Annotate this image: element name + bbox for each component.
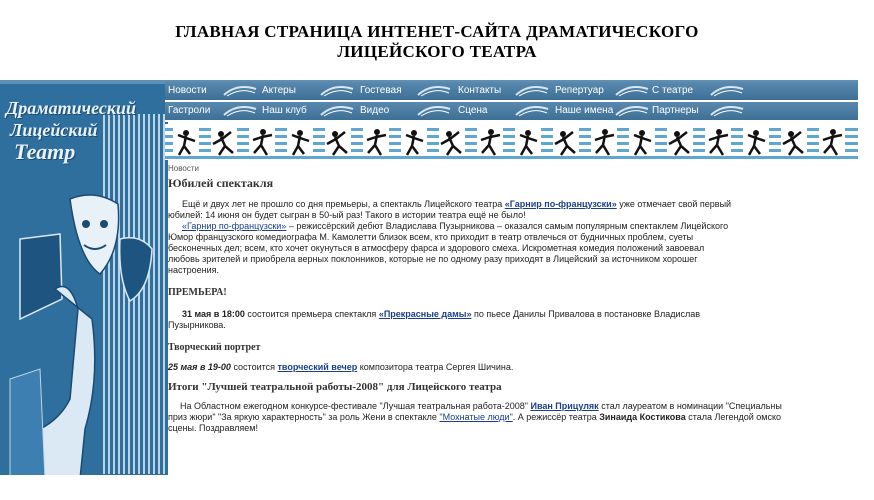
- news-paragraph: [168, 221, 858, 232]
- news-text: состоится премьера спектакля: [244, 309, 379, 319]
- dancer-figure-icon: [589, 126, 619, 158]
- nav-swoosh-icon: [223, 105, 257, 117]
- news-text: – режиссёрский дебют Владислава Пузырникова – оказался самым популярным спектаклем Лицейского: [286, 221, 729, 231]
- nav-item-video[interactable]: Видео: [360, 105, 390, 116]
- dancer-figure-icon: [247, 126, 277, 158]
- nav-swoosh-icon: [710, 85, 744, 97]
- nav-item-news[interactable]: Новости: [168, 85, 207, 96]
- news-text: . А режиссёр театра: [512, 412, 600, 422]
- news-text: композитора театра Сергея Шичина.: [357, 362, 514, 372]
- nav-swoosh-icon: [615, 85, 649, 97]
- news-text: стала Легендой омско: [685, 412, 781, 422]
- nav-item-club[interactable]: Наш клуб: [262, 105, 307, 116]
- nav-swoosh-icon: [615, 105, 649, 117]
- nav-row-1: [165, 82, 858, 102]
- nav-swoosh-icon: [515, 105, 549, 117]
- dancer-figure-icon: [361, 126, 391, 158]
- news-text: На Областном ежегодном конкурсе-фестивале "Лучшая театральная работа-2008": [180, 401, 531, 411]
- news-paragraph: [168, 199, 858, 210]
- left-logo-panel: [0, 84, 168, 475]
- news-text: состоится: [230, 362, 278, 372]
- dancers-banner: [165, 124, 858, 160]
- news-paragraph: [168, 362, 858, 373]
- link-garnish-play[interactable]: «Гарнир по-французски»: [504, 199, 617, 209]
- dancer-figure-icon: [513, 126, 543, 158]
- dancer-figure-icon: [171, 126, 201, 158]
- nav-row-2: [165, 102, 858, 122]
- website-screenshot: [0, 80, 858, 475]
- news-text: Юмор французского комедиографа М. Камолетти близок всем, кто приходит в театр отвлечься от будничных проблем, суеты: [168, 232, 694, 242]
- news-paragraph: [168, 309, 858, 320]
- dancer-figure-icon: [323, 126, 353, 158]
- news-text: Ещё и двух лет не прошло со дня премьеры, а спектакль Лицейского театра: [182, 199, 505, 209]
- news-title-anniversary: Юбилей спектакля: [168, 176, 274, 190]
- logo-line-2: Лицейский: [10, 120, 98, 140]
- link-beautiful-ladies[interactable]: «Прекрасные дамы»: [378, 309, 472, 319]
- news-text: бесконечных дел; всем, кто хочет окунуться в атмосферу фарса и здорового смеха. Искрометная комедия положений завоевал: [168, 243, 705, 253]
- news-text: юбилей: 14 июня он будет сыгран в 50-ый раз! Такого в истории театра ещё не было!: [168, 210, 526, 220]
- news-title-premiere: ПРЕМЬЕРА!: [168, 287, 227, 298]
- nav-item-stage[interactable]: Сцена: [458, 105, 488, 116]
- dancer-figure-icon: [209, 126, 239, 158]
- nav-swoosh-icon: [515, 85, 549, 97]
- dancer-figure-icon: [399, 126, 429, 158]
- event-date: 25 мая в 19-00: [168, 362, 231, 372]
- news-title-portrait: Творческий портрет: [168, 342, 261, 353]
- news-text: приз жюри" "За яркую характерность" за роль Жени в спектакле: [168, 412, 440, 422]
- nav-item-repertoire[interactable]: Репертуар: [555, 85, 604, 96]
- logo-line-3: Театр: [14, 139, 76, 164]
- nav-swoosh-icon: [320, 85, 354, 97]
- theatre-masks-illustration: [0, 179, 168, 475]
- nav-item-contacts[interactable]: Контакты: [458, 85, 502, 96]
- director-name: Зинаида Костикова: [599, 412, 686, 422]
- news-paragraph: [168, 412, 858, 423]
- nav-swoosh-icon: [223, 85, 257, 97]
- nav-swoosh-icon: [710, 105, 744, 117]
- dancer-figure-icon: [437, 126, 467, 158]
- nav-item-guestbook[interactable]: Гостевая: [360, 85, 402, 96]
- dancer-figure-icon: [741, 126, 771, 158]
- link-play-title[interactable]: "Мохнатые люди": [439, 412, 513, 422]
- caption-line-2: ЛИЦЕЙСКОГО ТЕАТРА: [337, 42, 537, 61]
- dancer-figure-icon: [285, 126, 315, 158]
- nav-swoosh-icon: [417, 85, 451, 97]
- dancer-figure-icon: [779, 126, 809, 158]
- nav-item-tours[interactable]: Гастроли: [168, 105, 211, 116]
- news-text: по пьесе Данилы Привалова в постановке Владислав: [471, 309, 701, 319]
- dancer-figure-icon: [817, 126, 847, 158]
- news-text: настроения.: [168, 265, 219, 275]
- dancer-figure-icon: [627, 126, 657, 158]
- nav-item-partners[interactable]: Партнеры: [652, 105, 699, 116]
- news-text: Пузырникова.: [168, 320, 226, 330]
- nav-item-names[interactable]: Наше имена: [555, 105, 614, 116]
- news-paragraph: [168, 401, 858, 412]
- nav-item-actors[interactable]: Актеры: [262, 85, 296, 96]
- caption-line-1: ГЛАВНАЯ СТРАНИЦА ИНТЕНЕТ-САЙТА ДРАМАТИЧЕСКОГО: [175, 22, 699, 41]
- nav-item-about[interactable]: С театре: [652, 85, 694, 96]
- logo-line-1: Драматический: [6, 98, 136, 118]
- news-title-results: Итоги "Лучшей театральной работы-2008" для Лицейского театра: [168, 381, 502, 393]
- dancer-figure-icon: [551, 126, 581, 158]
- breadcrumb: Новости: [168, 164, 199, 173]
- link-actor-name[interactable]: Иван Прицуляк: [530, 401, 599, 411]
- link-garnish-play-2[interactable]: «Гарнир по-французски»: [182, 221, 287, 231]
- dancer-figure-icon: [703, 126, 733, 158]
- main-content: [168, 164, 858, 475]
- nav-swoosh-icon: [417, 105, 451, 117]
- dancer-figure-icon: [475, 126, 505, 158]
- dancer-figure-icon: [665, 126, 695, 158]
- link-creative-evening[interactable]: творческий вечер: [277, 362, 358, 372]
- news-text: уже отмечает свой первый: [616, 199, 732, 209]
- news-text: стал лауреатом в номинации "Специальны: [598, 401, 782, 411]
- news-text: сцены. Поздравляем!: [168, 423, 258, 433]
- news-text: любовь зрителей и приобрела верных поклонников, которые не по одному разу приходят в Лицейский за источником хорошег: [168, 254, 698, 264]
- nav-swoosh-icon: [320, 105, 354, 117]
- event-date: 31 мая в 18:00: [182, 309, 245, 319]
